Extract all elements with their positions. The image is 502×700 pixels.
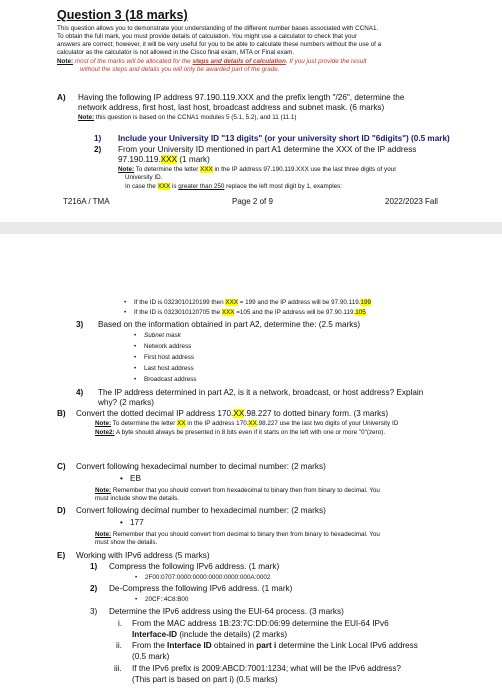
part-d-label: D) <box>57 506 66 515</box>
item-3-number: 3) <box>76 320 84 329</box>
part-d-value: • 177 <box>120 518 144 527</box>
item-2-note-line-2: University ID. <box>125 174 163 181</box>
document-page-1 <box>0 0 502 222</box>
part-e3iii-number: iii. <box>114 664 122 673</box>
part-b-note: Note: To determine the letter XX in the IP address 170.XX.98.227 use the last two digits of your University ID <box>95 420 399 427</box>
note-line-2: without the steps and details you will only be awarded part of the grade. <box>80 66 280 73</box>
part-e3i-line-1: From the MAC address 1B:23:7C:DD:06:99 determine the EUI-64 IPv6 <box>132 619 389 628</box>
part-e3iii-line-1: If the IPv6 prefix is 2009:ABCD:7001:1234; what will be the IPv6 address? <box>132 664 401 673</box>
footer-semester: 2022/2023 Fall <box>385 197 438 206</box>
part-a-label: A) <box>57 93 66 102</box>
document-page-2 <box>0 234 502 700</box>
footer-page-number: Page 2 of 9 <box>232 197 273 206</box>
part-e1-value: • 2F00:0707:0000:0000:0000:0000:000A:0002 <box>135 574 271 581</box>
item-2-case: In case the XXX is greater than 250 replace the left most digit by 1, examples: <box>125 183 343 190</box>
part-a-line-1: Having the following IP address 97.190.119.XXX and the prefix length "/26", determine the <box>78 93 405 102</box>
page-separator <box>0 222 502 234</box>
part-b-note-2: Note2: A byte should always be presented in 8 bits even if it starts on the left with one or more "0"(zero). <box>95 429 386 436</box>
intro-line-2: To obtain the full mark, you must provide details of calculation. You might use a calculator to check that your <box>57 33 357 40</box>
item-4-number: 4) <box>76 388 84 397</box>
part-e3ii-line-1: From the Interface ID obtained in part i determine the Link Local IPv6 address <box>132 641 418 650</box>
part-e3-text: Determine the IPv6 address using the EUI-64 process. (3 marks) <box>109 607 344 616</box>
part-d-note: Note: Remember that you should convert from decimal to binary then from binary to hexadecimal. You <box>95 531 380 538</box>
part-a-note: Note: this question is based on the CCNA1 modules 5 (5.1, 5.2), and 11 (11.1) <box>78 114 297 121</box>
part-e3i-number: i. <box>118 619 123 628</box>
part-a-line-2: network address, first host, last host, broadcast address and subnet mask. (6 marks) <box>78 103 385 112</box>
item-3-list-broadcast: • Broadcast address <box>134 376 197 383</box>
item-1-text: Include your University ID "13 digits" (or your university short ID "6digits") (0.5 mark) <box>118 134 450 143</box>
part-e-text: Working with IPv6 address (5 marks) <box>76 551 210 560</box>
item-3-list-first-host: • First host address <box>134 354 195 361</box>
item-2-number: 2) <box>94 145 102 154</box>
item-3-list-network: • Network address <box>134 343 192 350</box>
intro-line-4: calculator as the calculator is not allowed in the Cisco final exam, MTA or Final exam. <box>57 49 295 56</box>
item-2-note: Note: To determine the letter XXX in the IP address 97.190.119.XXX use the last three digits of your <box>118 166 397 173</box>
part-e3ii-line-2: (0.5 mark) <box>132 652 170 661</box>
question-title: Question 3 (18 marks) <box>57 8 188 22</box>
part-e3i-line-2: Interface-ID (include the details) (2 marks) <box>132 630 288 639</box>
example-2: • If the ID is 0323010120705 the XXX =105 and the IP address will be 97.90.119.105 <box>124 309 366 316</box>
part-e3-number: 3) <box>90 607 98 616</box>
part-e3ii-number: ii. <box>116 641 122 650</box>
part-e2-text: De-Compress the following IPv6 address. (1 mark) <box>109 584 293 593</box>
part-b-label: B) <box>57 409 66 418</box>
part-c-note: Note: Remember that you should convert from hexadecimal to binary then from binary to decimal. You <box>95 487 380 494</box>
item-2-line-2: 97.190.119.XXX (1 mark) <box>118 155 210 164</box>
part-e1-text: Compress the following IPv6 address. (1 mark) <box>109 562 280 571</box>
part-e1-number: 1) <box>90 562 98 571</box>
part-c-note-line-2: must include show the details. <box>95 495 180 502</box>
item-1-number: 1) <box>94 134 102 143</box>
part-c-value: • EB <box>120 474 141 483</box>
part-c-text: Convert following hexadecimal number to decimal number: (2 marks) <box>76 462 326 471</box>
example-1: • If the ID is 0323010120199 then XXX = 199 and the IP address will be 97.90.119.199 <box>124 299 371 306</box>
note-line-1: Note: most of the marks will be allocated for the steps and details of calculation. If you just provide the result <box>57 58 367 65</box>
item-3-list-subnet-mask: • Subnet mask <box>134 332 181 339</box>
part-c-label: C) <box>57 462 66 471</box>
part-b-text: Convert the dotted decimal IP address 170.XX.98.227 to dotted binary form. (3 marks) <box>76 409 389 418</box>
item-4-line-1: The IP address determined in part A2, is it a network, broadcast, or host address? Explain <box>98 388 424 397</box>
item-3-list-last-host: • Last host address <box>134 365 194 372</box>
item-2-line-1: From your University ID mentioned in part A1 determine the XXX of the IP address <box>118 145 417 154</box>
item-3-text: Based on the information obtained in part A2, determine the: (2.5 marks) <box>98 320 361 329</box>
part-e2-number: 2) <box>90 584 98 593</box>
intro-line-1: This question allows you to demonstrate your understanding of the different number bases associated with CCNA1. <box>57 25 379 32</box>
item-4-line-2: why? (2 marks) <box>98 398 154 407</box>
part-d-text: Convert following decimal number to hexadecimal number: (2 marks) <box>76 506 326 515</box>
intro-line-3: answers are correct; however, it will be very useful for you to be able to calculate these numbers without the use of a <box>57 41 382 48</box>
part-e3iii-line-2: (This part is based on part i) (0.5 marks) <box>132 675 278 684</box>
part-e2-value: • 20CF::4C8:B00 <box>135 596 189 603</box>
part-e-label: E) <box>57 551 66 560</box>
part-d-note-line-2: must show the details. <box>95 539 158 546</box>
footer-course: T216A / TMA <box>63 197 110 206</box>
